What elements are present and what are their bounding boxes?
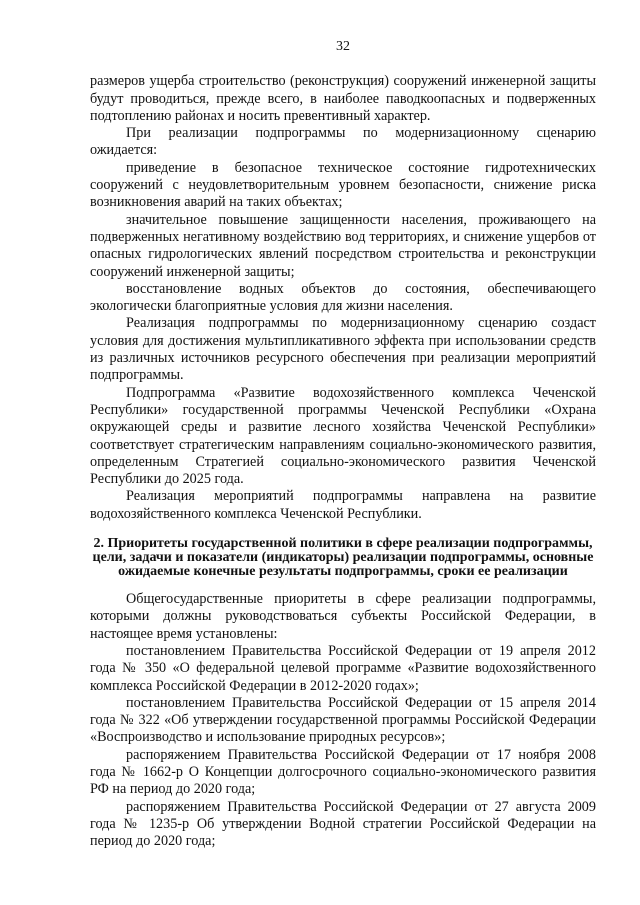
- paragraph: распоряжением Правительства Российской Федерации от 17 ноября 2008 года № 1662-р О Концепции долгосрочного социально-экономического развития РФ на период до 2020 года;: [90, 746, 596, 798]
- paragraph: Реализация подпрограммы по модернизационному сценарию создаст условия для достижения мультипликативного эффекта при использовании средств из различных источников ресурсного обеспечения при реализации мероприятий подпрограммы.: [90, 315, 596, 384]
- page-number: 32: [336, 39, 350, 54]
- paragraph: восстановление водных объектов до состояния, обеспечивающего экологически благоприятные условия для жизни населения.: [90, 280, 596, 315]
- paragraph: постановлением Правительства Российской Федерации от 15 апреля 2014 года № 322 «Об утверждении государственной программы Российской Федерации «Воспроизводство и использование природных ресурсов»;: [90, 694, 596, 746]
- paragraph: распоряжением Правительства Российской Федерации от 27 августа 2009 года № 1235-р Об утверждении Водной стратегии Российской Федерации на период до 2020 года;: [90, 798, 596, 850]
- paragraph: Реализация мероприятий подпрограммы направлена на развитие водохозяйственного комплекса Чеченской Республики.: [90, 488, 596, 522]
- paragraph: Подпрограмма «Развитие водохозяйственного комплекса Чеченской Республики» государственной программы Чеченской Республики «Охрана окружающей среды и развитие лесного хозяйства Чеченской Республики» соответствует стратегическим направлениям социально-экономического развития, определенным Стратегией социально-экономического развития Чеченской Республики до 2025 года.: [90, 384, 596, 488]
- section-body-2: [90, 591, 596, 850]
- section-body-1: [90, 73, 596, 523]
- paragraph: постановлением Правительства Российской Федерации от 19 апреля 2012 года № 350 «О федеральной целевой программе «Развитие водохозяйственного комплекса Российской Федерации в 2012-2020 годах»;: [90, 642, 596, 694]
- paragraph: Общегосударственные приоритеты в сфере реализации подпрограммы, которыми должны руководствоваться субъекты Российской Федерации, в настоящее время установлены:: [90, 591, 596, 642]
- paragraph: размеров ущерба строительство (реконструкция) сооружений инженерной защиты будут проводиться, прежде всего, в наиболее паводкоопасных и подверженных подтоплению районах и носить превентивный характер.: [90, 73, 596, 124]
- paragraph: приведение в безопасное техническое состояние гидротехнических сооружений с неудовлетворительным уровнем безопасности, снижение риска возникновения аварий на таких объектах;: [90, 159, 596, 211]
- paragraph: При реализации подпрограммы по модернизационному сценарию ожидается:: [90, 125, 596, 159]
- paragraph: значительное повышение защищенности населения, проживающего на подверженных негативному воздействию вод территориях, и снижение ущербов от опасных гидрологических явлений посредством строительства и реконструкции сооружений инженерной защиты;: [90, 211, 596, 280]
- section-heading: 2. Приоритеты государственной политики в сфере реализации подпрограммы, цели, задачи и показатели (индикаторы) реализации подпрограммы, основные ожидаемые конечные результаты подпрограммы, сроки ее реализации: [92, 536, 594, 580]
